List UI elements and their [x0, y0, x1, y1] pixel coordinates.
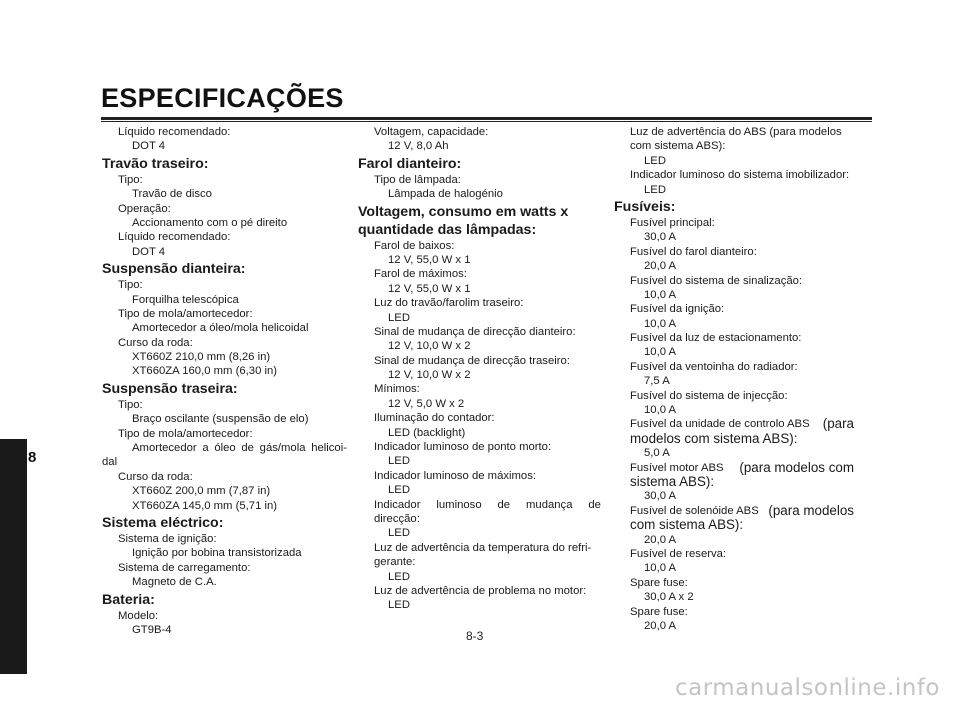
word: Amortecedor: [132, 442, 197, 455]
spec-value: LED: [388, 599, 410, 612]
spec-value: Lâmpada de halogénio: [388, 188, 503, 201]
word: a: [202, 442, 209, 455]
spec-label-continued: modelos com sistema ABS):: [630, 430, 798, 446]
spec-label: Indicador luminoso de máximos:: [374, 469, 536, 482]
spec-label: Sinal de mudança de direcção traseiro:: [374, 354, 570, 367]
spec-label: Fusível do sistema de injecção:: [630, 389, 788, 402]
spec-value: 12 V, 10,0 W x 2: [388, 340, 471, 353]
section-heading-sistema-electrico: Sistema eléctrico:: [102, 514, 224, 531]
section-heading-voltagem-cont: quantidade das lâmpadas:: [358, 221, 537, 238]
spec-value: 5,0 A: [644, 447, 670, 460]
word: (para: [822, 416, 854, 432]
word: helicoi-: [311, 442, 347, 455]
spec-value: Ignição por bobina transistorizada: [132, 547, 302, 560]
section-heading-fusiveis: Fusíveis:: [614, 198, 676, 215]
spec-value: 12 V, 10,0 W x 2: [388, 369, 471, 382]
page-number: 8-3: [466, 629, 484, 643]
spec-value: LED: [388, 570, 410, 583]
section-heading-travao: Travão traseiro:: [102, 155, 209, 172]
spec-label: Modelo:: [118, 609, 159, 622]
spec-column-3: [614, 125, 854, 633]
spec-label: Tipo de mola/amortecedor:: [118, 307, 253, 320]
spec-label-justified: [614, 417, 854, 431]
chapter-number: 8: [28, 449, 37, 466]
spec-value: LED: [388, 311, 410, 324]
section-heading-suspensao-dianteira: Suspensão dianteira:: [102, 261, 246, 278]
spec-label: Tipo de mola/amortecedor:: [118, 427, 253, 440]
spec-label: Líquido recomendado:: [118, 231, 231, 244]
spec-label: Fusível principal:: [630, 216, 715, 229]
spec-label-continued: direcção:: [374, 512, 420, 525]
spec-value: 10,0 A: [644, 317, 677, 330]
spec-label: Tipo:: [118, 279, 143, 292]
spec-label-continued: com sistema ABS):: [630, 140, 726, 153]
spec-value: Amortecedor a óleo/mola helicoidal: [132, 322, 309, 335]
spec-label-justified: [614, 461, 854, 475]
page-title: ESPECIFICAÇÕES: [101, 83, 344, 113]
word: de: [588, 498, 601, 511]
word: gás/mola: [259, 442, 306, 455]
spec-value: LED: [388, 527, 410, 540]
spec-value: 12 V, 55,0 W x 1: [388, 282, 471, 295]
word: Fusível motor ABS: [630, 461, 724, 474]
section-heading-bateria: Bateria:: [102, 591, 155, 608]
spec-label: Indicador luminoso do sistema imobilizador:: [630, 169, 850, 182]
spec-label: Luz de advertência do ABS (para modelos: [630, 126, 842, 138]
word: Fusível da unidade de controlo ABS: [630, 418, 810, 431]
spec-label-continued: sistema ABS):: [630, 473, 715, 489]
spec-label: Tipo:: [118, 173, 143, 186]
spec-label: Spare fuse:: [630, 605, 688, 618]
spec-value: Forquilha telescópica: [132, 293, 239, 306]
word: (para modelos: [768, 502, 854, 518]
spec-value: XT660Z 210,0 mm (8,26 in): [132, 351, 271, 364]
spec-label: Voltagem, capacidade:: [374, 126, 489, 138]
spec-label: Líquido recomendado:: [118, 126, 231, 138]
spec-value: LED (backlight): [388, 426, 466, 439]
section-heading-farol: Farol dianteiro:: [358, 155, 462, 172]
spec-value: 12 V, 55,0 W x 1: [388, 253, 471, 266]
spec-value: 20,0 A: [644, 619, 677, 632]
spec-label: Tipo:: [118, 398, 143, 411]
section-heading-voltagem: Voltagem, consumo em watts x: [358, 203, 569, 220]
section-heading-suspensao-traseira: Suspensão traseira:: [102, 380, 238, 397]
word: de: [241, 442, 254, 455]
chapter-tab: [0, 439, 27, 674]
spec-value: 20,0 A: [644, 533, 677, 546]
spec-label: Luz do travão/farolim traseiro:: [374, 297, 524, 310]
spec-value: 10,0 A: [644, 346, 677, 359]
spec-value: 30,0 A: [644, 490, 677, 503]
spec-value: LED: [644, 154, 666, 167]
word: de: [497, 498, 511, 511]
spec-label: Fusível de reserva:: [630, 547, 727, 560]
spec-value: 30,0 A x 2: [644, 591, 694, 604]
spec-label: Iluminação do contador:: [374, 412, 495, 425]
spec-value: 12 V, 8,0 Ah: [388, 140, 449, 153]
title-rule: [101, 117, 872, 122]
spec-label: Fusível do sistema de sinalização:: [630, 274, 803, 287]
spec-value: 10,0 A: [644, 288, 677, 301]
spec-label: Fusível da ventoinha do radiador:: [630, 360, 798, 373]
spec-label: Luz de advertência de problema no motor:: [374, 584, 587, 597]
spec-label: Fusível da ignição:: [630, 303, 725, 316]
spec-value: XT660Z 200,0 mm (7,87 in): [132, 485, 271, 498]
spec-value: Braço oscilante (suspensão de elo): [132, 413, 309, 426]
spec-label: Sistema de carregamento:: [118, 561, 251, 574]
spec-label: Spare fuse:: [630, 576, 688, 589]
spec-label-continued: com sistema ABS):: [630, 517, 744, 533]
spec-value: GT9B-4: [132, 623, 172, 636]
spec-label: Tipo de lâmpada:: [374, 173, 461, 186]
spec-column-2: [358, 125, 601, 613]
spec-label: Farol de baixos:: [374, 239, 455, 252]
spec-value: Travão de disco: [132, 188, 212, 201]
spec-value: DOT 4: [132, 245, 166, 258]
spec-label: Sinal de mudança de direcção dianteiro:: [374, 325, 576, 338]
spec-label-justified: [614, 504, 854, 518]
spec-value: DOT 4: [132, 140, 166, 153]
spec-label: Sistema de ignição:: [118, 532, 217, 545]
word: (para modelos com: [739, 459, 854, 475]
spec-column-1: [102, 125, 347, 637]
spec-label: Fusível da luz de estacionamento:: [630, 332, 802, 345]
word: óleo: [214, 442, 236, 455]
word: Indicador: [374, 498, 421, 511]
word: Fusível de solenóide ABS: [630, 504, 759, 517]
spec-value: LED: [388, 484, 410, 497]
spec-value: 20,0 A: [644, 260, 677, 273]
spec-value: Magneto de C.A.: [132, 576, 217, 589]
spec-label: Fusível do farol dianteiro:: [630, 245, 757, 258]
spec-label-continued: gerante:: [374, 556, 416, 569]
spec-value: XT660ZA 160,0 mm (6,30 in): [132, 365, 278, 378]
word: mudança: [526, 498, 573, 511]
spec-value: LED: [388, 455, 410, 468]
spec-value: 7,5 A: [644, 375, 670, 388]
spec-value-justified: [102, 441, 347, 455]
spec-value: LED: [644, 183, 666, 196]
spec-label-justified: [358, 498, 601, 512]
spec-label: Operação:: [118, 202, 171, 215]
word: luminoso: [436, 498, 482, 511]
spec-label: Indicador luminoso de ponto morto:: [374, 441, 552, 454]
spec-value-continued: dal: [102, 456, 118, 469]
spec-value: 10,0 A: [644, 562, 677, 575]
spec-value: 30,0 A: [644, 231, 677, 244]
spec-label: Curso da roda:: [118, 336, 193, 349]
spec-label: Mínimos:: [374, 383, 420, 396]
spec-label: Farol de máximos:: [374, 268, 467, 281]
spec-label: Curso da roda:: [118, 470, 193, 483]
spec-value: 12 V, 5,0 W x 2: [388, 397, 465, 410]
spec-label: Luz de advertência da temperatura do refri-: [374, 541, 592, 554]
spec-value: Accionamento com o pé direito: [132, 216, 288, 229]
spec-value: 10,0 A: [644, 404, 677, 417]
spec-value: XT660ZA 145,0 mm (5,71 in): [132, 499, 278, 512]
watermark: carmanualsonline.info: [674, 675, 940, 701]
